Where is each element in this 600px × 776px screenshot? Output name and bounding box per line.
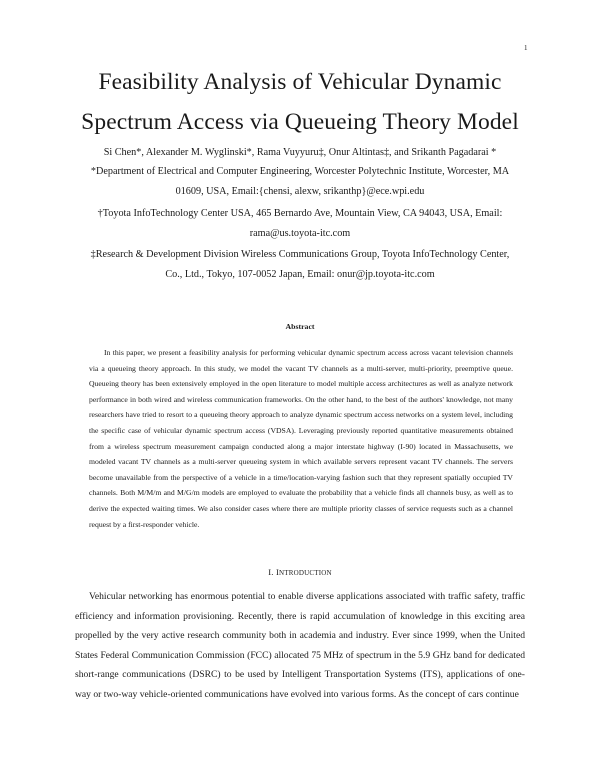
affiliation-line: rama@us.toyota-itc.com — [249, 227, 351, 239]
affiliation-line: †Toyota InfoTechnology Center USA, 465 Bernardo Ave, Mountain View, CA 94043, USA, Email: — [97, 208, 503, 219]
author-list: Si Chen*, Alexander M. Wyglinski*, Rama Vuyyuru‡, Onur Altintas‡, and Srikanth Pagadarai * — [103, 147, 497, 158]
section-number: I. — [268, 567, 274, 577]
title-line-1: Feasibility Analysis of Vehicular Dynamic — [98, 69, 502, 95]
abstract-heading: Abstract — [285, 322, 315, 331]
page-number: 1 — [524, 44, 528, 52]
affiliation-wpi — [60, 162, 540, 201]
affiliation-line: *Department of Electrical and Computer Engineering, Worcester Polytechnic Institute, Worcester, MA — [90, 166, 510, 177]
abstract-body — [89, 345, 513, 532]
title-line-2: Spectrum Access via Queueing Theory Model — [81, 109, 519, 135]
affiliation-toyota-japan — [60, 245, 540, 284]
affiliation-line: ‡Research & Development Division Wireless Communications Group, Toyota InfoTechnology Center, — [90, 249, 510, 260]
section-heading-introduction — [0, 567, 600, 577]
affiliation-toyota-usa — [60, 204, 540, 243]
paper-title — [0, 62, 600, 142]
affiliation-line: 01609, USA, Email:{chensi, alexw, srikanthp}@ece.wpi.edu — [175, 185, 425, 197]
introduction-body — [75, 587, 525, 705]
section-title-rest: NTRODUCTION — [279, 569, 332, 577]
affiliation-line: Co., Ltd., Tokyo, 107-0052 Japan, Email: onur@jp.toyota-itc.com — [165, 268, 435, 280]
abstract-paragraph: In this paper, we present a feasibility analysis for performing vehicular dynamic spectrum access across vacant television channels via a queueing theory approach. In this study, we model the vacant TV channels as a multi-server, multi-priority, preemptive queue. Queueing theory has been extensively employed in the open literature to model multiple access architectures as well as analyze network performance in both wired and wireless communication frameworks. On the other hand, to the best of the authors' knowledge, not many researchers have tried to resort to a queueing theory approach to analyze dynamic spectrum access networks on a system level, including the specific case of vehicular dynamic spectrum access (VDSA). Leveraging previously reported quantitative measurements obtained from a wireless spectrum measurement campaign conducted along a major interstate highway (I-90) located in Massachusetts, we modeled vacant TV channels as a multi-server queueing system in which available servers represent vacant TV channels. The servers become unavailable from the perspective of a vehicle in a time/location-varying fashion such that they represent spatially occupied TV channels. Both M/M/m and M/G/m models are employed to evaluate the probability that a vehicle finds all channels busy, as well as to derive the expected waiting times. We also consider cases where there are multiple priority classes of service requests such as a channel request by a first-responder vehicle. — [89, 348, 513, 529]
section-title-initial: I — [275, 567, 280, 577]
introduction-paragraph: Vehicular networking has enormous potential to enable diverse applications associated with traffic safety, traffic efficiency and information provisioning. Recently, there is rapid accumulation of knowledge in this exciting area propelled by the very active research community both in academia and industry. Ever since 1999, when the United States Federal Communication Commission (FCC) allocated 75 MHz of spectrum in the 5.9 GHz band for dedicated short-range communications (DSRC) to be used by Intelligent Transportation Systems (ITS), applications of one-way or two-way vehicle-oriented communications have evolved into various forms. As the concept of cars continue — [75, 591, 525, 700]
